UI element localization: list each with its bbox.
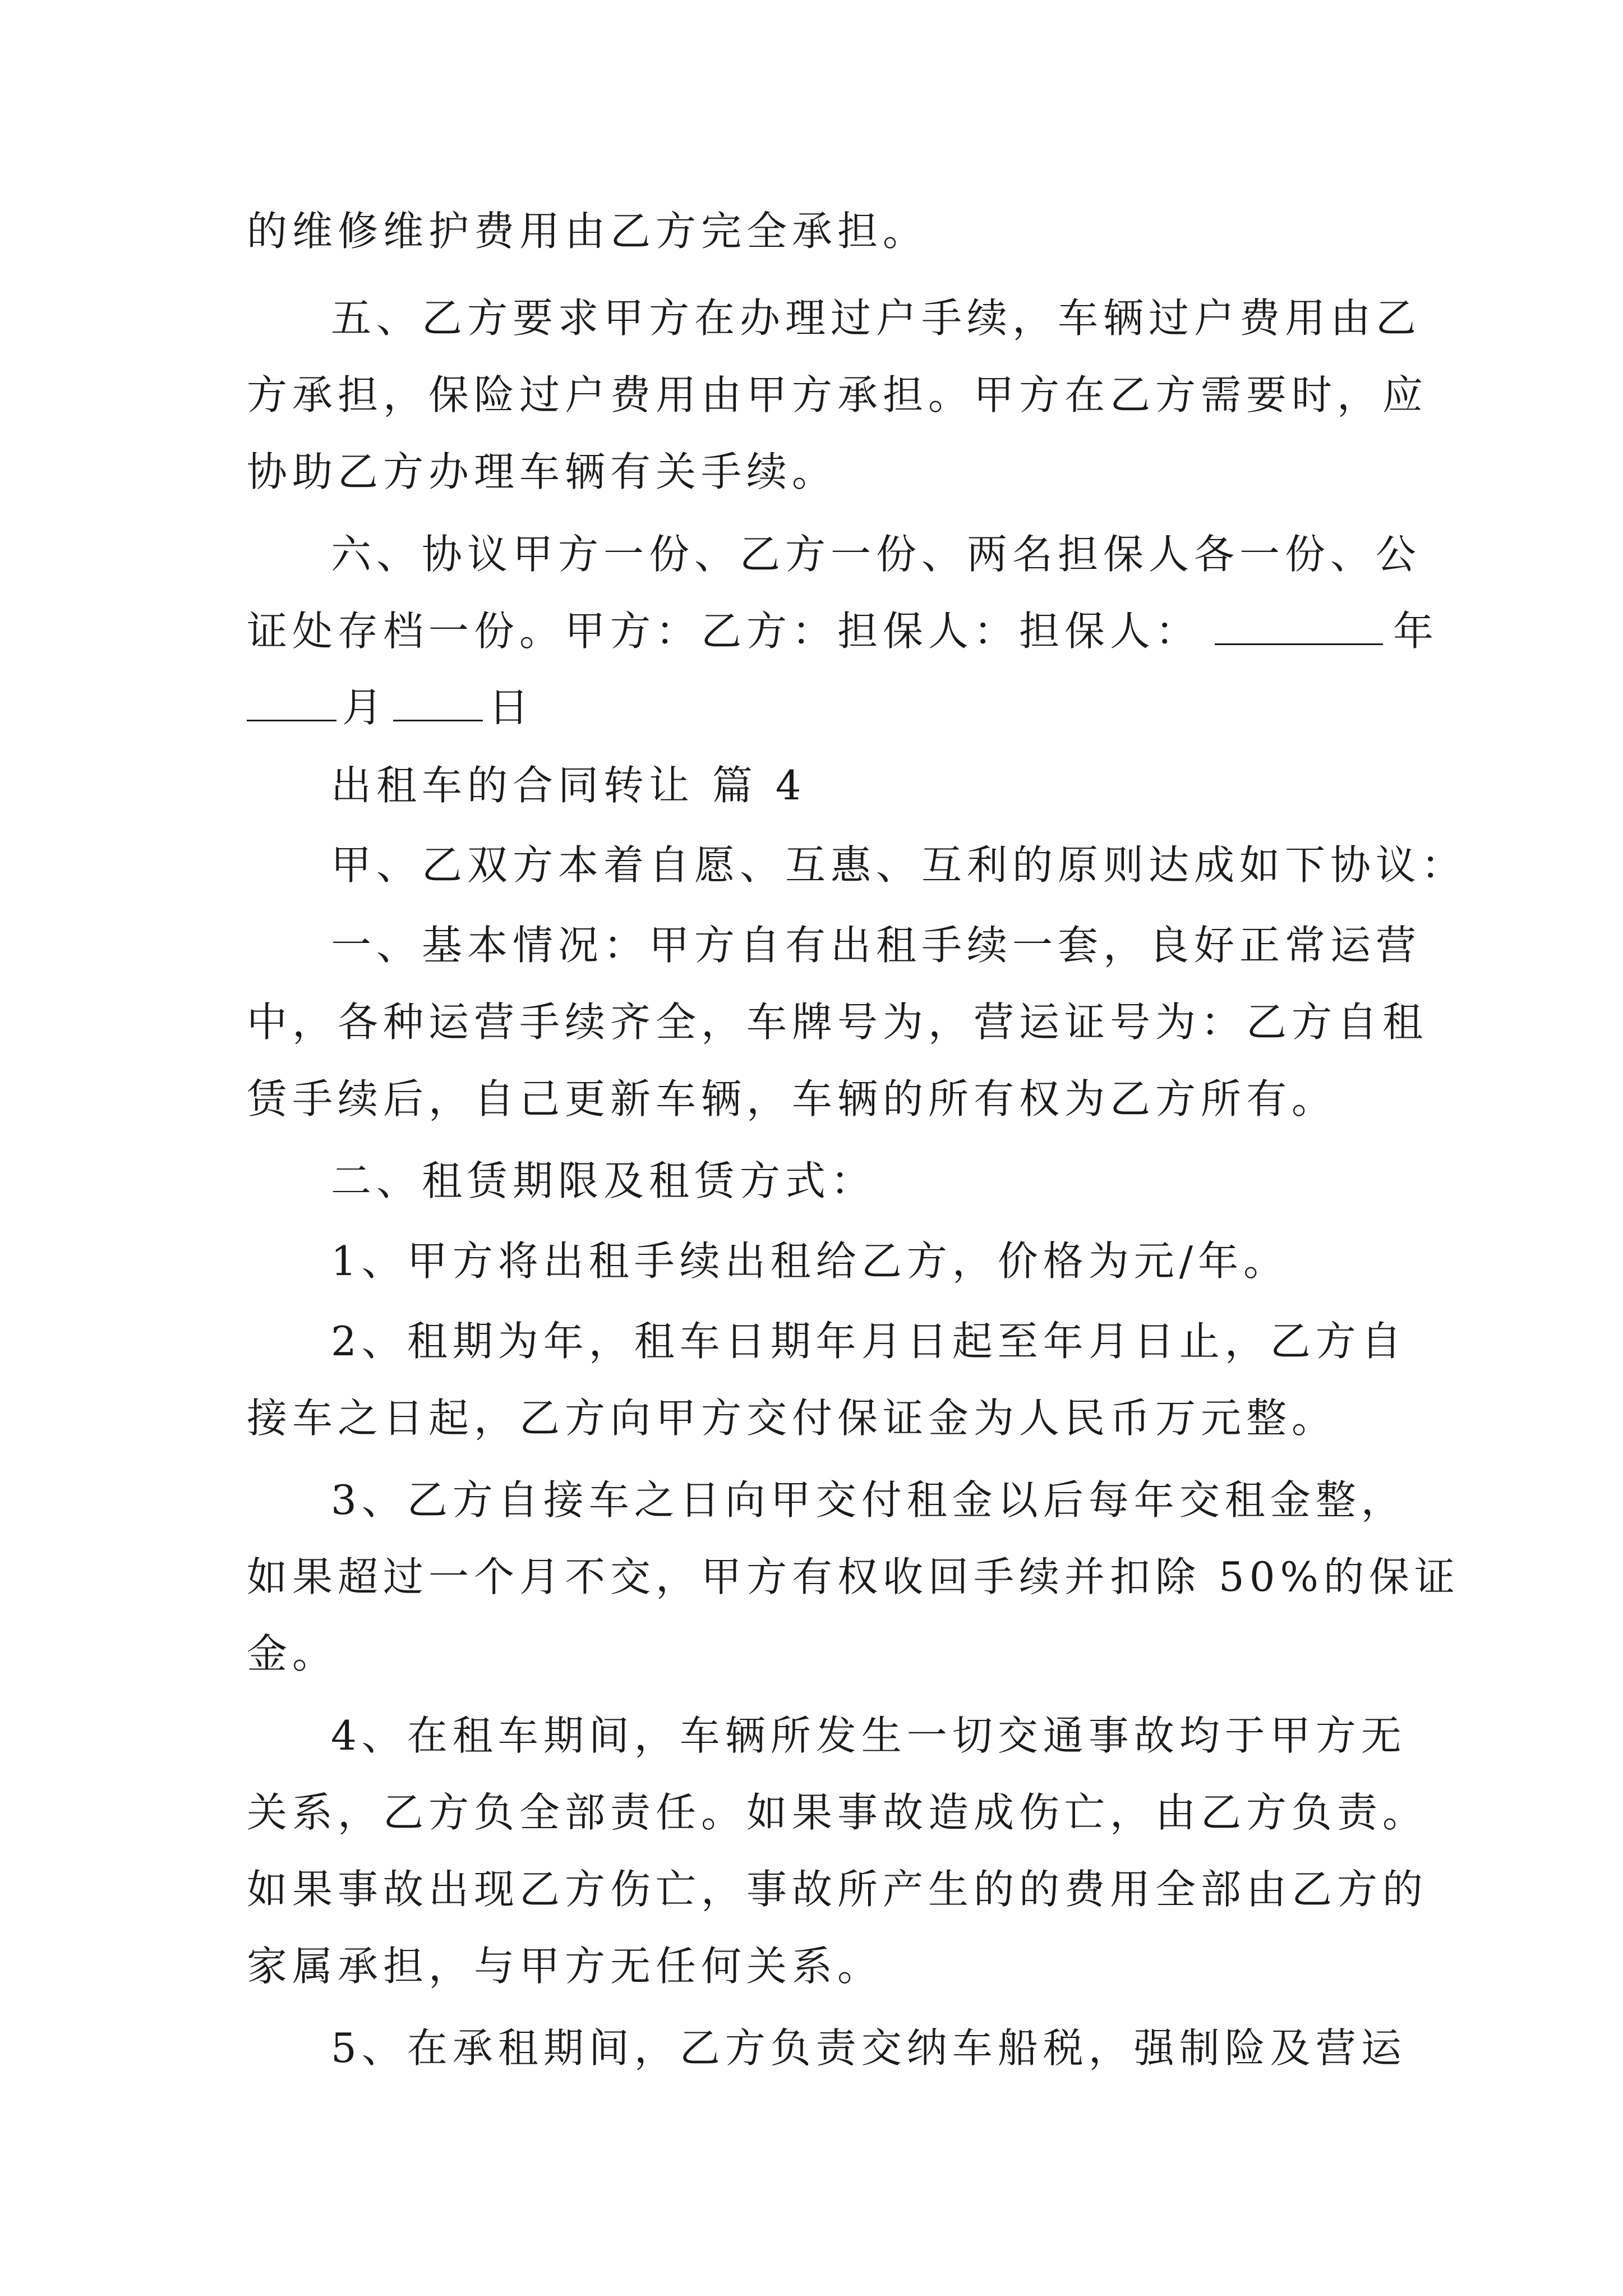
day-blank <box>393 680 483 721</box>
text-line: 金。 <box>247 1630 338 1677</box>
text-line: 方承担，保险过户费用由甲方承担。甲方在乙方需要时，应 <box>247 371 1428 418</box>
text-segment: 月 <box>342 684 388 731</box>
text-segment: 证处存档一份。甲方：乙方：担保人：担保人： <box>247 608 1201 655</box>
text-line: 甲、乙双方本着自愿、互惠、互利的原则达成如下协议： <box>331 841 1467 889</box>
text-line: 赁手续后，自己更新车辆，车辆的所有权为乙方所有。 <box>247 1075 1338 1122</box>
text-line: 5、在承租期间，乙方负责交纳车船税，强制险及营运 <box>331 2024 1407 2072</box>
signature-line <box>247 597 1439 665</box>
text-line: 3、乙方自接车之日向甲交付租金以后每年交租金整， <box>331 1476 1407 1524</box>
text-line: 1、甲方将出租手续出租给乙方，价格为元/年。 <box>331 1237 1289 1285</box>
month-blank <box>247 680 336 721</box>
year-blank <box>1215 604 1383 645</box>
text-segment: 日 <box>488 684 534 731</box>
text-line: 接车之日起，乙方向甲方交付保证金为人民币万元整。 <box>247 1395 1338 1442</box>
section-heading: 出租车的合同转让 篇 4 <box>331 762 806 809</box>
text-line: 五、乙方要求甲方在办理过户手续，车辆过户费用由乙 <box>331 295 1422 342</box>
text-line: 二、租赁期限及租赁方式： <box>331 1157 877 1204</box>
text-line: 六、协议甲方一份、乙方一份、两名担保人各一份、公 <box>331 531 1422 578</box>
text-line: 一、基本情况：甲方自有出租手续一套，良好正常运营 <box>331 922 1422 969</box>
text-line: 2、租期为年，租车日期年月日起至年月日止，乙方自 <box>331 1318 1407 1365</box>
text-line: 的维修维护费用由乙方完全承担。 <box>247 208 929 255</box>
text-line: 如果事故出现乙方伤亡，事故所产生的的费用全部由乙方的 <box>247 1866 1428 1913</box>
date-line <box>247 674 1402 741</box>
text-line: 中，各种运营手续齐全，车牌号为，营运证号为：乙方自租 <box>247 999 1428 1046</box>
text-segment: 年 <box>1393 608 1439 655</box>
text-line: 关系，乙方负全部责任。如果事故造成伤亡，由乙方负责。 <box>247 1789 1428 1836</box>
text-line: 协助乙方办理车辆有关手续。 <box>247 448 838 495</box>
text-line: 家属承担，与甲方无任何关系。 <box>247 1943 883 1990</box>
text-line: 4、在租车期间，车辆所发生一切交通事故均于甲方无 <box>331 1712 1407 1759</box>
text-line: 如果超过一个月不交，甲方有权收回手续并扣除 50%的保证 <box>247 1553 1460 1600</box>
